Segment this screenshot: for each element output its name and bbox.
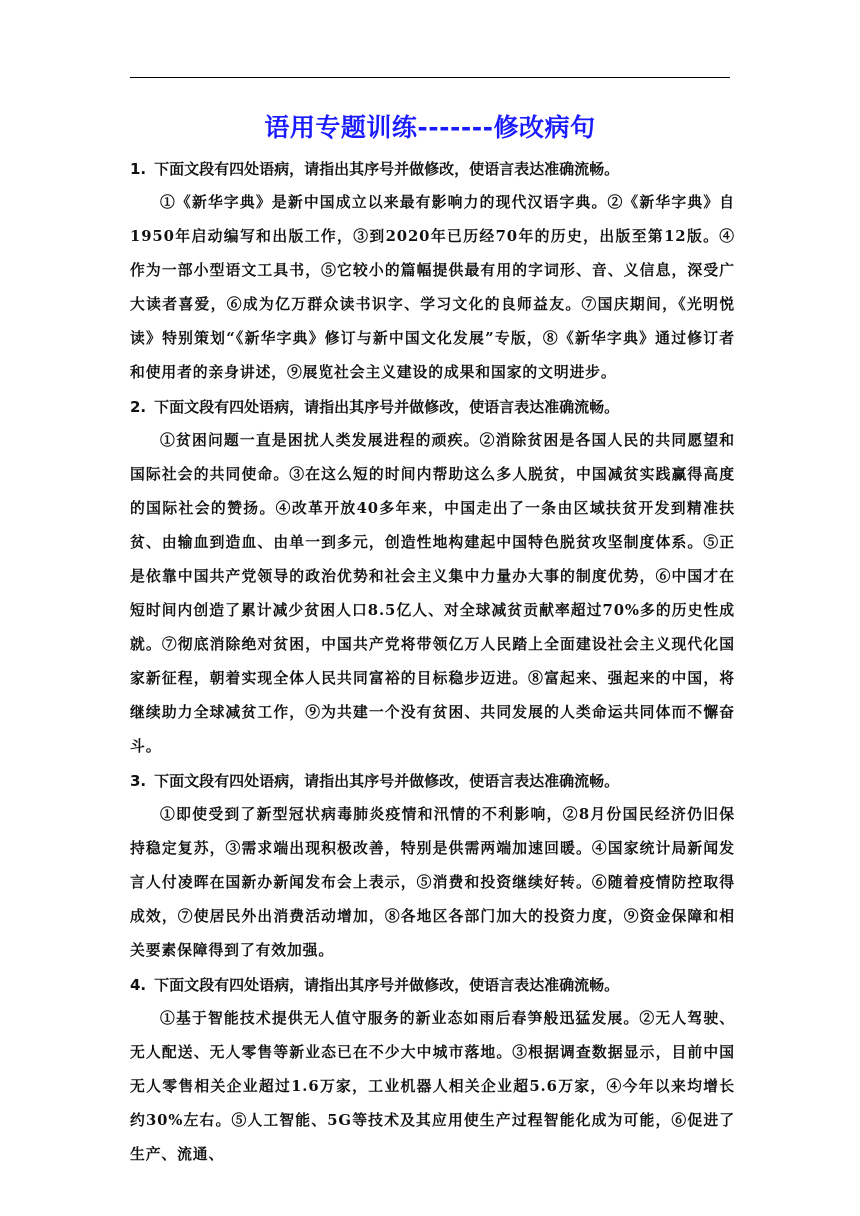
question-1 <box>130 152 735 390</box>
question-instruction: 下面文段有四处语病，请指出其序号并做修改，使语言表达准确流畅。 <box>154 398 620 416</box>
question-number: 4. <box>130 976 147 994</box>
question-instruction: 下面文段有四处语病，请指出其序号并做修改，使语言表达准确流畅。 <box>154 772 620 790</box>
question-number: 2. <box>130 398 147 416</box>
question-passage: ①基于智能技术提供无人值守服务的新业态如雨后春笋般迅猛发展。②无人驾驶、无人配送、无人零售等新业态已在不少大中城市落地。③根据调查数据显示，目前中国无人零售相关企业超过1.6万家，工业机器人相关企业超5.6万家，④今年以来均增长约30%左右。⑤人工智能、5G等技术及其应用使生产过程智能化成为可能，⑥促进了生产、流通、 <box>130 1010 735 1163</box>
question-instruction: 下面文段有四处语病，请指出其序号并做修改，使语言表达准确流畅。 <box>154 160 620 178</box>
question-prompt <box>130 152 735 186</box>
question-2 <box>130 390 735 764</box>
question-3 <box>130 764 735 968</box>
question-prompt <box>130 764 735 798</box>
questions-list <box>130 152 735 1172</box>
question-number: 3. <box>130 772 147 790</box>
header-rule <box>130 77 730 78</box>
question-4 <box>130 968 735 1172</box>
question-instruction: 下面文段有四处语病，请指出其序号并做修改，使语言表达准确流畅。 <box>154 976 620 994</box>
question-prompt <box>130 968 735 1002</box>
page-title: 语用专题训练-------修改病句 <box>264 113 596 142</box>
question-number: 1. <box>130 160 147 178</box>
question-passage: ①《新华字典》是新中国成立以来最有影响力的现代汉语字典。②《新华字典》自1950年启动编写和出版工作，③到2020年已历经70年的历史，出版至第12版。④作为一部小型语文工具书，⑤它较小的篇幅提供最有用的字词形、音、义信息，深受广大读者喜爱，⑥成为亿万群众读书识字、学习文化的良师益友。⑦国庆期间，《光明悦读》特别策划“《新华字典》修订与新中国文化发展”专版，⑧《新华字典》通过修订者和使用者的亲身讲述，⑨展览社会主义建设的成果和国家的文明进步。 <box>130 194 735 381</box>
question-passage: ①即使受到了新型冠状病毒肺炎疫情和汛情的不利影响，②8月份国民经济仍旧保持稳定复苏，③需求端出现积极改善，特别是供需两端加速回暖。④国家统计局新闻发言人付凌晖在国新办新闻发布会上表示，⑤消费和投资继续好转。⑥随着疫情防控取得成效，⑦使居民外出消费活动增加，⑧各地区各部门加大的投资力度，⑨资金保障和相关要素保障得到了有效加强。 <box>130 806 735 959</box>
question-passage: ①贫困问题一直是困扰人类发展进程的顽疾。②消除贫困是各国人民的共同愿望和国际社会的共同使命。③在这么短的时间内帮助这么多人脱贫，中国减贫实践赢得高度的国际社会的赞扬。④改革开放40多年来，中国走出了一条由区域扶贫开发到精准扶贫、由输血到造血、由单一到多元，创造性地构建起中国特色脱贫攻坚制度体系。⑤正是依靠中国共产党领导的政治优势和社会主义集中力量办大事的制度优势，⑥中国才在短时间内创造了累计减少贫困人口8.5亿人、对全球减贫贡献率超过70%多的历史性成就。⑦彻底消除绝对贫困，中国共产党将带领亿万人民踏上全面建设社会主义现代化国家新征程，朝着实现全体人民共同富裕的目标稳步迈进。⑧富起来、强起来的中国，将继续助力全球减贫工作，⑨为共建一个没有贫困、共同发展的人类命运共同体而不懈奋斗。 <box>130 432 735 755</box>
question-prompt <box>130 390 735 424</box>
